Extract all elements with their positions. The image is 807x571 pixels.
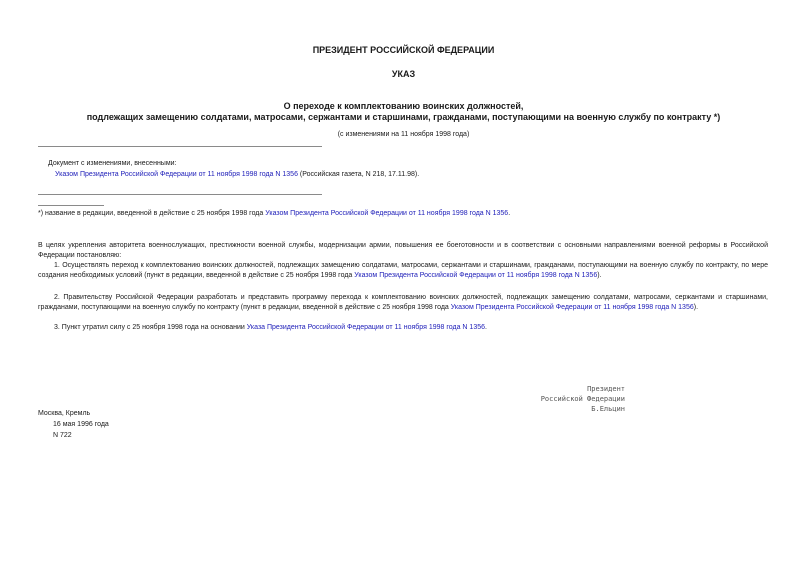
- title-line-1: О переходе к комплектованию воинских должностей,: [283, 101, 524, 111]
- divider-top: [38, 146, 322, 147]
- footnote-text: *) название в редакции, введенной в действие с 25 ноября 1998 года: [38, 210, 266, 217]
- issuer-heading: ПРЕЗИДЕНТ РОССИЙСКОЙ ФЕДЕРАЦИИ: [312, 45, 495, 55]
- footnote-decree-link[interactable]: Указом Президента Российской Федерации от 11 ноября 1998 года N 1356: [265, 210, 509, 217]
- footnote: [38, 209, 510, 219]
- clause-3: [38, 323, 768, 333]
- clause-1: [38, 261, 768, 281]
- clause-1-text: 1. Осуществлять переход к комплектованию воинских должностей, подлежащих замещению солдатами, матросами, сержантами и старшинами, гражданами, поступающими на военную службу по контракту, по мере создания необходимых условий (пункт в редакции, введенной в действие с 25 ноября 1998 года: [38, 262, 768, 279]
- decree-number: N 722: [53, 432, 72, 439]
- clause-2: [38, 293, 768, 313]
- clause-3-decree-link[interactable]: Указа Президента Российской Федерации от 11 ноября 1998 года N 1356: [246, 324, 486, 331]
- divider-middle: [38, 194, 322, 195]
- signature-block: [541, 384, 625, 414]
- signature-name: Б.Ельцин: [591, 405, 625, 413]
- clause-1-end: ).: [597, 272, 602, 279]
- clause-2-decree-link[interactable]: Указом Президента Российской Федерации от 11 ноября 1998 года N 1356: [450, 304, 694, 311]
- signing-place: Москва, Кремль: [38, 410, 91, 417]
- changes-decree-link[interactable]: Указом Президента Российской Федерации от 11 ноября 1998 года N 1356: [55, 171, 298, 178]
- clause-2-text: 2. Правительству Российской Федерации разработать и представить программу перехода к комплектованию воинских должностей, подлежащих замещению солдатами, матросами, сержантами и старшинами, гражданами, поступающими на военную службу по контракту (пункт в редакции, введенной в действие с 25 ноября 1998 года: [38, 294, 768, 311]
- clause-3-text: 3. Пункт утратил силу с 25 ноября 1998 года на основании: [54, 324, 247, 331]
- document-type-heading: УКАЗ: [391, 69, 416, 79]
- clause-3-end: .: [485, 324, 487, 331]
- changes-intro: Документ с изменениями, внесенными:: [48, 160, 177, 167]
- signature-office: Российской Федерации: [540, 395, 625, 403]
- signing-date: 16 мая 1996 года: [53, 421, 109, 428]
- footnote-end: .: [508, 210, 511, 217]
- preamble-paragraph: В целях укрепления авторитета военнослужащих, престижности военной службы, модернизации армии, повышения ее боеготовности и в соответствии с основными направлениями военной реформы в Российской Федерации постановляю:: [38, 242, 768, 259]
- clause-1-decree-link[interactable]: Указом Президента Российской Федерации от 11 ноября 1998 года N 1356: [354, 272, 598, 279]
- changes-reference: [55, 170, 419, 180]
- amendment-note: (с изменениями на 11 ноября 1998 года): [337, 131, 470, 138]
- changes-reference-suffix: (Российская газета, N 218, 17.11.98).: [297, 171, 420, 178]
- signature-title: Президент: [587, 385, 625, 393]
- footnote-divider: [38, 205, 104, 206]
- clause-2-end: ).: [693, 304, 699, 311]
- title-line-2: подлежащих замещению солдатами, матросами, сержантами и старшинами, гражданами, поступающими на военную службу по контракту *): [86, 112, 721, 122]
